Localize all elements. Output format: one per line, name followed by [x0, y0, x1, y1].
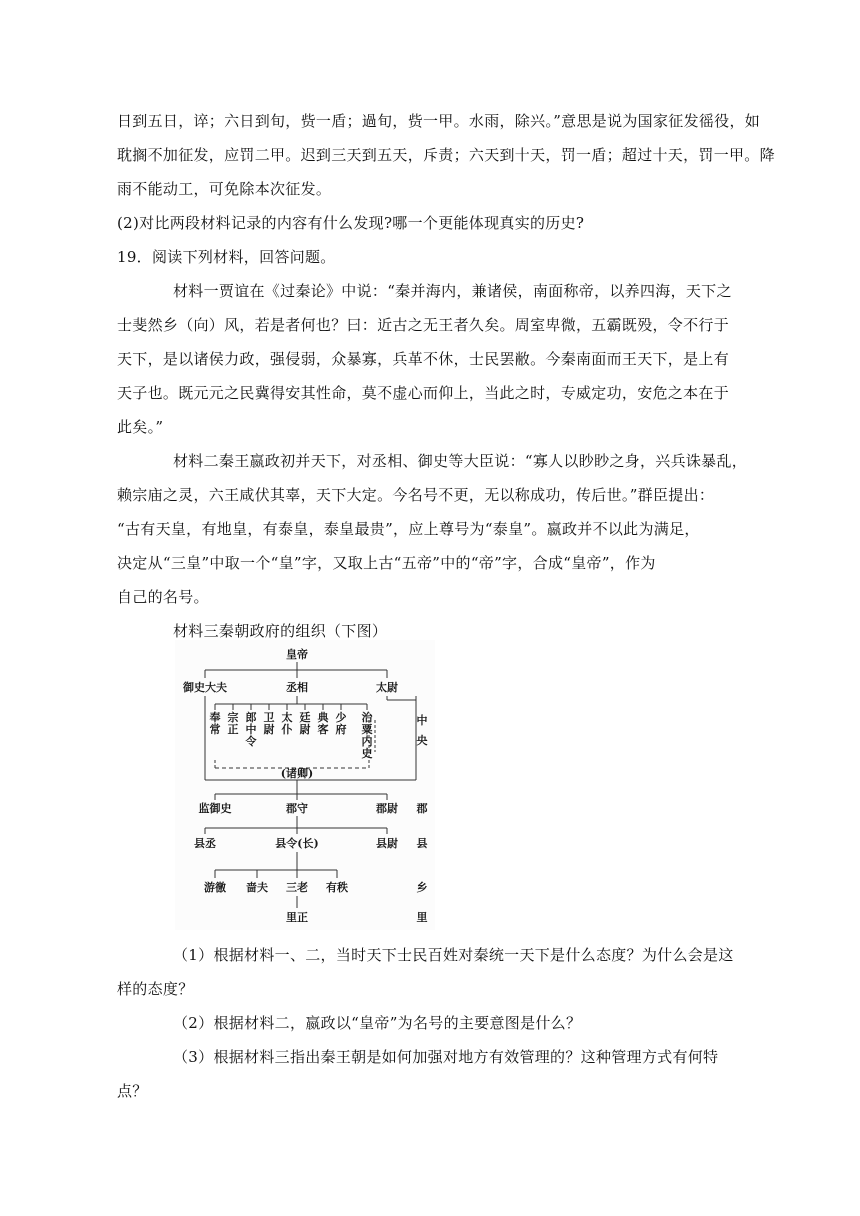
node-minister: 治粟内史: [361, 711, 373, 760]
node-township-youzhi: 有秩: [326, 881, 348, 894]
level-label: 里: [416, 911, 428, 924]
material-1-line: 此矣。”: [117, 418, 164, 436]
level-label: 中央: [416, 714, 428, 747]
node-minister: 卫尉: [263, 711, 275, 736]
node-grand-commandant: 太尉: [376, 681, 398, 694]
qin-government-org-chart: [175, 640, 435, 930]
node-township-sanlao: 三老: [286, 881, 308, 894]
material-2-line: 赖宗庙之灵，六王咸伏其辜，天下大定。今名号不更，无以称成功，传后世。”群臣提出：: [117, 486, 715, 504]
levels-group: [416, 713, 428, 924]
node-village-head: 里正: [286, 911, 308, 924]
material-1-line: 天子也。既元元之民冀得安其性命，莫不虚心而仰上，当此之时，专威定功，安危之本在于: [117, 384, 730, 402]
question-3-line: 点？: [117, 1082, 148, 1100]
node-county-assistant: 县丞: [194, 837, 216, 850]
material-1-line: 材料一贾谊在《过秦论》中说：“秦并海内，兼诸侯，南面称帝，以养四海，天下之: [173, 282, 732, 300]
material-1-line: 天下，是以诸侯力政，强侵弱，众暴寡，兵革不休，士民罢敝。今秦南面而王天下，是上有: [117, 350, 730, 368]
node-minister: 典客: [317, 711, 329, 736]
text-line: 日到五日，谇；六日到旬，赀一盾；過旬，赀一甲。水雨，除兴。”意思是说为国家征发徭役，如: [117, 112, 761, 130]
material-3-caption: 材料三秦朝政府的组织（下图）: [173, 622, 388, 640]
material-2-line: “古有天皇，有地皇，有泰皇，泰皇最贵”，应上尊号为“泰皇”。嬴政并不以此为满足，: [117, 520, 700, 538]
question-19-heading: 19．阅读下列材料，回答问题。: [117, 248, 336, 266]
material-1-line: 士斐然乡（向）风，若是者何也？曰：近古之无王者久矣。周室卑微，五霸既殁，令不行于: [117, 316, 730, 334]
node-emperor: 皇帝: [286, 648, 308, 661]
question-3-line: （3）根据材料三指出秦王朝是如何加强对地方有效管理的？这种管理方式有何特: [173, 1048, 719, 1066]
node-county-commandant: 县尉: [376, 837, 398, 850]
material-2-line: 自己的名号。: [117, 588, 209, 606]
node-commandery-commandant: 郡尉: [376, 802, 398, 815]
node-minister: 郎中令: [245, 711, 257, 748]
node-commandery-inspector: 监御史: [198, 802, 232, 815]
node-township-youjiao: 游徼: [204, 881, 226, 894]
node-county-magistrate: 县令(长): [275, 837, 319, 850]
text-line: 耽搁不加征发，应罚二甲。迟到三天到五天，斥责；六天到十天，罚一盾；超过十天，罚一甲。降: [117, 146, 775, 164]
material-2-line: 材料二秦王嬴政初并天下，对丞相、御史等大臣说：“寡人以眇眇之身，兴兵诛暴乱，: [173, 452, 748, 470]
material-2-line: 决定从“三皇”中取一个“皇”字，又取上古“五帝”中的“帝”字，合成“皇帝”，作为: [117, 554, 656, 572]
question-1-line: （1）根据材料一、二，当时天下士民百姓对秦统一天下是什么态度？为什么会是这: [173, 946, 734, 964]
node-minister: 廷尉: [299, 711, 311, 736]
node-township-sefu: 啬夫: [246, 881, 268, 894]
question-2: (2)对比两段材料记录的内容有什么发现?哪一个更能体现真实的历史?: [117, 214, 585, 232]
node-minister: 奉常: [209, 711, 221, 736]
node-minister: 太仆: [281, 711, 293, 736]
node-imperial-censor: 御史大夫: [183, 681, 227, 694]
text-line: 雨不能动工，可免除本次征发。: [117, 180, 332, 198]
node-commandery-governor: 郡守: [286, 802, 308, 815]
level-label: 乡: [416, 881, 428, 894]
question-2-line: （2）根据材料二，嬴政以“皇帝”为名号的主要意图是什么？: [173, 1014, 582, 1032]
node-ministers-label: (诸卿): [280, 767, 314, 780]
level-label: 县: [416, 837, 428, 850]
node-minister: 宗正: [227, 711, 239, 736]
node-minister: 少府: [335, 711, 347, 736]
level-label: 郡: [416, 802, 428, 815]
ministers-group: [210, 710, 374, 760]
question-1-line: 样的态度？: [117, 980, 194, 998]
node-chancellor: 丞相: [286, 681, 308, 694]
